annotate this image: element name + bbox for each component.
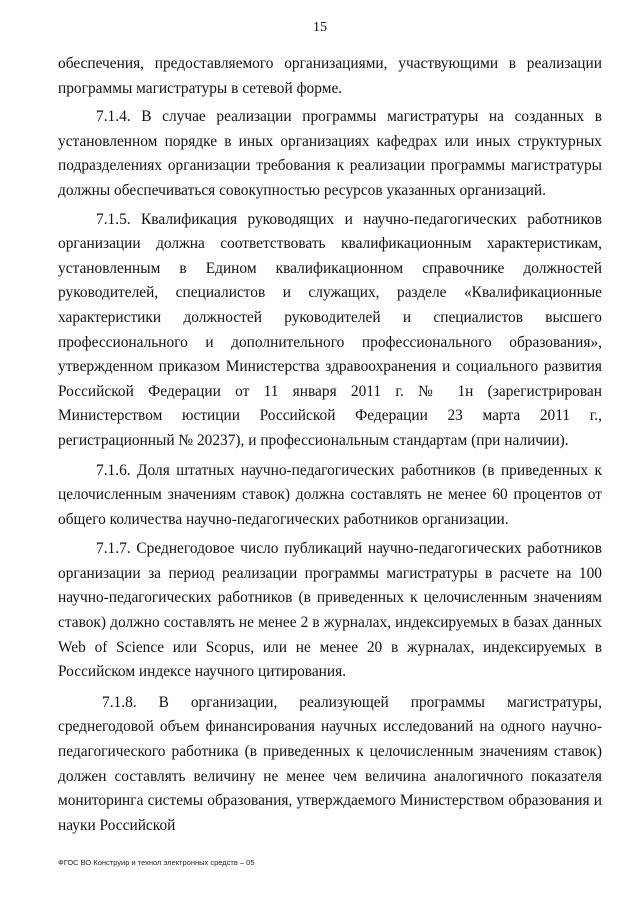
paragraph-7-1-8: 7.1.8. В организации, реализующей программы магистратуры, среднегодовой объем финансирования научных исследований на одного научно-педагогического работника (в приведенных к целочисленным значениям ставок) должен составлять величину не менее чем величина аналогичного показателя мониторинга системы образования, утверждаемого Министерством образования и науки Российской <box>58 693 602 834</box>
paragraph-7-1-5: 7.1.5. Квалификация руководящих и научно-педагогических работников организации должна соответствовать квалификационным характеристикам, установленным в Едином квалификационном справочнике должностей руководителей, специалистов и служащих, разделе «Квалификационные характеристики должностей руководителей и специалистов высшего профессионального и дополнительного профессионального образования», утвержденном приказом Министерства здравоохранения и социального развития Российской Федерации от 11 января 2011 г. № 1н (зарегистрирован Министерством юстиции Российской Федерации 23 марта 2011 г., регистрационный № 20237), и профессиональным стандартам (при наличии). <box>58 210 602 449</box>
document-body <box>58 52 602 838</box>
document-footer: ФГОС ВО Конструир и технол электронных средств – 05 <box>58 858 255 867</box>
page-number: 15 <box>313 20 327 35</box>
paragraph-continuation: обеспечения, предоставляемого организациями, участвующими в реализации программы магистратуры в сетевой форме. <box>58 55 602 97</box>
paragraph-7-1-7: 7.1.7. Среднегодовое число публикаций научно-педагогических работников организации за период реализации программы магистратуры в расчете на 100 научно-педагогических работников (в приведенных к целочисленным значениям ставок) должно составлять не менее 2 в журналах, индексируемых в базах данных Web of Science или Scopus, или не менее 20 в журналах, индексируемых в Российском индексе научного цитирования. <box>58 540 602 681</box>
paragraph-7-1-6: 7.1.6. Доля штатных научно-педагогических работников (в приведенных к целочисленным значениям ставок) должна составлять не менее 60 процентов от общего количества научно-педагогических работников организации. <box>58 461 602 528</box>
paragraph-7-1-4: 7.1.4. В случае реализации программы магистратуры на созданных в установленном порядке в иных организациях кафедрах или иных структурных подразделениях организации требования к реализации программы магистратуры должны обеспечиваться совокупностью ресурсов указанных организаций. <box>58 108 602 199</box>
